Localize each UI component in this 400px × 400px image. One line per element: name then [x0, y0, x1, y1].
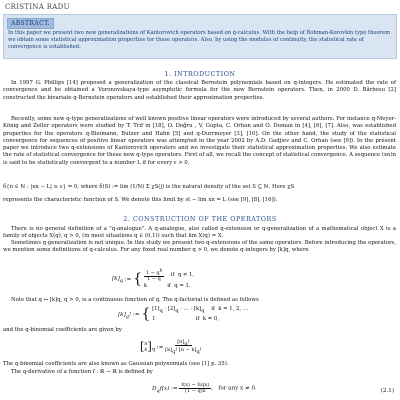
construction-paragraph-6: The q-derivative of a function f : ℝ → ℝ is defined by [11, 369, 153, 375]
q-factorial-equation: $[k]_q$! := { $[1]_q \cdot [2]_q$ · … · $[k]_q$ if k = 1, 2, … 1 if k = 0, [118, 306, 249, 323]
construction-paragraph-2: Sometimes q-generalization is not unique. In this study we present two q-extensions of the same operators. Before introducing the operators, we mention some definitions of q-calculus. For any fixed real number q > 0, we denote q-integers by [k]q, where [3, 240, 396, 254]
intro-paragraph-2: Recently, some new q-type generalizations of well known positive linear operators were introduced by several authors. For instance q-Meyer-König and Zeller operators were studied by T. Trif in [18], O. Doğru , V. Gupta, C. Orhan and O. Duman in [4], [6], [7]. Also, was established properties for the operators q-Bleimann, Butzer and Hahn [5] and q-Durrmeyer [3], [10]. On the other hand, the study of the statistical convergence for sequences of positive linear operators was attempted in the year 2002 by A.D. Gadjiev and C. Orhan (see [9]). In the present paper we introduce two q-extensions of Kantorovich operators and we investigate their statistical approximation properties. We also estimate the rate of statistical convergence for these new q-type operators. First of all, we recall the concept of statistical convergence. A sequence (xn)n is said to be statistically convergent to a number L if for every ε > 0, [3, 116, 396, 166]
abstract-text: In this paper we present two new generalizations of Kantorovich operators based on q-calculus. With the help of Bohman-Korovkin type theorem we obtain some statistical approximation properties for these operators. Also, by using the modulus of continuity, the statistical rate of convergence is established. [8, 30, 391, 50]
construction-paragraph-4: and the q-binomial coefficients are given by [3, 327, 122, 333]
q-derivative-equation: $D_qf(x)$ := f(x) − f(qx) (1 − q)x , for any x ≠ 0. [152, 382, 257, 394]
abstract-tag: ABSTRACT. [7, 18, 54, 29]
construction-paragraph-3: Note that q ↦ [k]q, q > 0, is a continuous function of q. The q-factorial is defined as follows [11, 297, 259, 303]
density-definition-line: δ{n ∈ ℕ : |xn − L| ≥ ε} = 0, where δ(S) := lim (1/N) Σ χS(j) is the natural density of the set S ⊆ ℕ. Here χS [3, 184, 295, 190]
construction-paragraph-1: There is no general definition of a "q-analogue". A q-analogue, also called q-extension or q-generalization of a mathematical object X is a family of objects X(q), q > 0, (in most situations q ∈ (0,1)) such that lim X(q) = X. [3, 226, 396, 240]
q-binomial-equation: [n $k]_q$ := $[n]_q$! $[k]_q$! $[n - k]_q$! [140, 339, 202, 355]
construction-paragraph-5: The q-binomial coefficients are also known as Gaussian polynomials (see [1] p. 35). [3, 361, 229, 367]
equation-number: (2.1) [380, 388, 394, 394]
running-header: CRISTINA RADU [5, 3, 70, 11]
section-title-construction: 2. CONSTRUCTION OF THE OPERATORS [123, 215, 277, 223]
intro-paragraph-3: represents the characteristic function of S. We denote this limit by st − lim xn = L (see [9], [8], [16]). [3, 197, 278, 203]
abstract-box [3, 14, 397, 59]
intro-paragraph-1: In 1997 G. Phillips [14] proposed a generalization of the classical Bernstein polynomials based on q-integers. He estimated the rate of convergence and he obtained a Voronovskaya-type asymptotic formula for the new Bernstein operators. Then, in 2000 D. Bărbosu [2] constructed the bivariate q-Bernstein operators and established their approximation properties. [3, 80, 396, 101]
section-title-introduction: 1. INTRODUCTION [164, 70, 236, 78]
q-integer-equation: $[k]_q$ := { $1 - q^k$ 1 − q if q ≠ 1, k if q = 1. [112, 267, 195, 289]
q-derivative-condition: for any x ≠ 0. [218, 385, 257, 392]
